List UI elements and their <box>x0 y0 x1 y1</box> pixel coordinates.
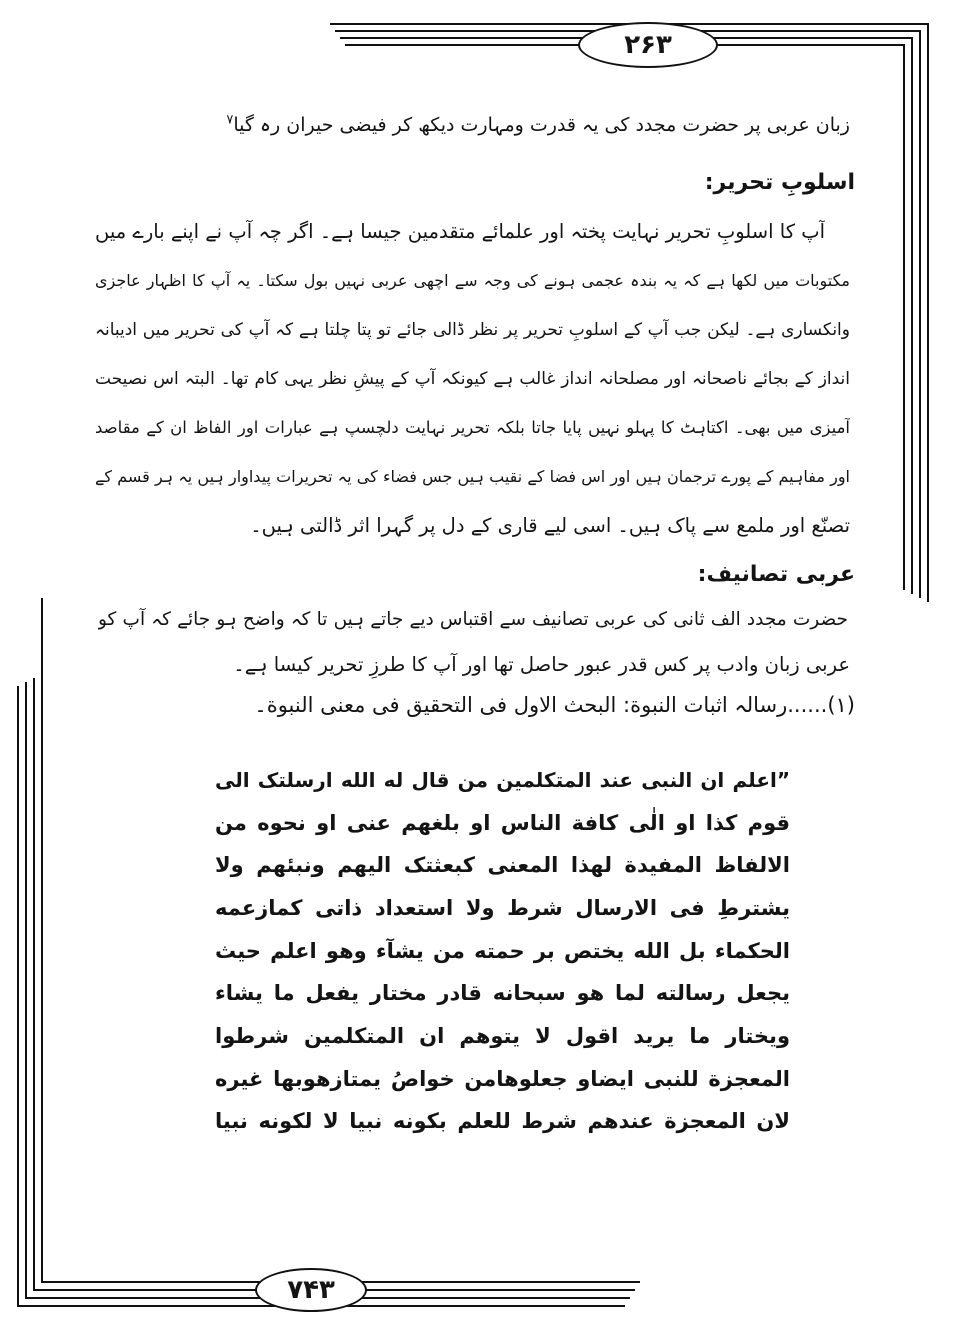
quote-line: ”اعلم ان النبی عند المتکلمین من قال له الله ارسلتک الی <box>215 768 790 792</box>
page-number-top-text: ۲۶۳ <box>624 30 672 60</box>
footnote-marker: ۷ <box>226 112 234 128</box>
quote-line: الالفاظ المفیدة لهذا المعنی کبعثتک الیهم ونبئهم ولا <box>215 853 790 877</box>
quote-line: لان المعجزة عندهم شرط للعلم بکونه نبیا لا لکونه نبیا <box>215 1109 790 1133</box>
section-heading-arabic-works: عربی تصانیف: <box>697 562 855 587</box>
paragraph-line: انداز کے بجائے ناصحانہ اور مصلحانہ انداز غالب ہے کیونکہ آپ کے پیشِ نظر یہی کام تھا۔ البتہ اس نصیحت <box>95 369 850 389</box>
page-number-bottom <box>255 1268 367 1312</box>
section-heading-writing-style: اسلوبِ تحریر: <box>704 170 855 195</box>
quote-line: ویختار ما یرید اقول لا یتوهم ان المتکلمین شرطوا <box>215 1024 790 1048</box>
works-line: حضرت مجدد الف ثانی کی عربی تصانیف سے اقتباس دیے جاتے ہیں تا کہ واضح ہو جائے کہ آپ کو <box>98 609 848 630</box>
intro-line-text: زبان عربی پر حضرت مجدد کی یہ قدرت ومہارت دیکھ کر فیضی حیران رہ گیا <box>233 114 850 136</box>
works-item-heading: (۱)......رسالہ اثبات النبوة: البحث الاول فی التحقیق فی معنی النبوة۔ <box>254 693 855 717</box>
quote-line: المعجزة للنبی ایضاو جعلوهامن خواصُ یمتازهوبها غیره <box>215 1067 790 1091</box>
paragraph-line: مکتوبات میں لکھا ہے کہ یہ بندہ عجمی ہونے کی وجہ سے اچھی عربی نہیں بول سکتا۔ یہ آپ کا اظہار عاجزی <box>95 271 850 290</box>
page-number-bottom-text: ۷۴۳ <box>287 1275 335 1305</box>
intro-line <box>220 105 850 145</box>
quote-line: یجعل رسالته لما هو سبحانه قادر مختار یفعل ما یشاء <box>215 981 790 1005</box>
quote-line: یشترطِ فی الارسال شرط ولا استعداد ذاتی کمازعمه <box>215 896 790 920</box>
page-number-top <box>578 22 718 68</box>
works-line: عربی زبان وادب پر کس قدر عبور حاصل تھا اور آپ کا طرزِ تحریر کیسا ہے۔ <box>233 653 850 676</box>
paragraph-line: اور مفاہیم کے پورے ترجمان ہیں اور اس فضا کے نقیب ہیں جس فضاء کی یہ تحریرات پیداوار ہیں یہ ہر قسم کے <box>95 467 850 486</box>
paragraph-line: وانکساری ہے۔ لیکن جب آپ کے اسلوبِ تحریر پر نظر ڈالی جائے تو پتا چلتا ہے کہ آپ کی تحریر میں ادیبانہ <box>95 320 850 340</box>
quote-line: قوم کذا او الٰی کافة الناس او بلغهم عنی او نحوه من <box>215 811 790 835</box>
paragraph-line: تصنّع اور ملمع سے پاک ہیں۔ اسی لیے قاری کے دل پر گہرا اثر ڈالتی ہیں۔ <box>250 514 850 537</box>
quote-line: الحکماء بل الله یختص بر حمته من یشآء وهو اعلم حیث <box>215 939 790 963</box>
paragraph-line: آپ کا اسلوبِ تحریر نہایت پختہ اور علمائے متقدمین جیسا ہے۔ اگر چہ آپ نے اپنے بارے میں <box>95 220 825 243</box>
paragraph-line: آمیزی میں بھی۔ اکتاہٹ کا پہلو نہیں پایا جاتا بلکہ تحریر نہایت دلچسپ ہے عبارات اور الفاظ ان کے مقاصد <box>95 418 850 437</box>
